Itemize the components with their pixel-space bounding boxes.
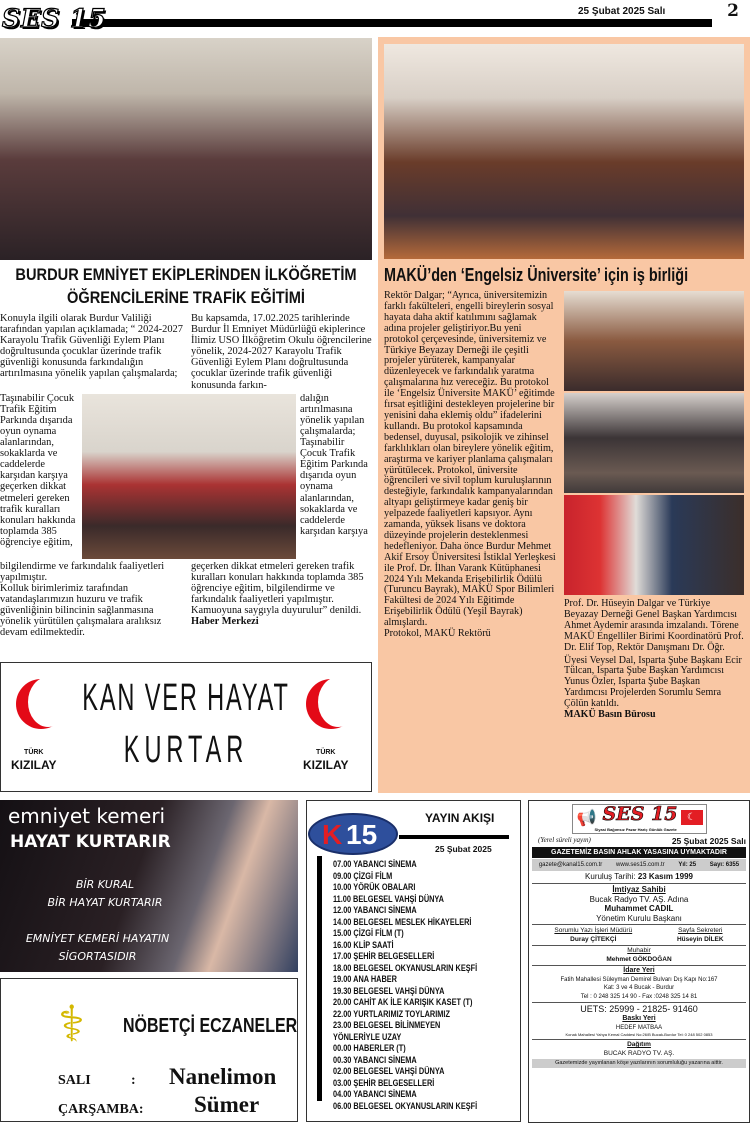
left-col1-side: Taşınabilir Çocuk Trafik Eğitim Parkında dışarıda oyun oynama alanlarından, sokaklarda ve caddelerde karşıdan karşıya geçerken dikkat etmeleri gereken trafik kuralları konuları hakkında toplamda 385 öğrenciye eğitim, [0,392,76,548]
reporter-name: Mehmet GÖKDOĞAN [606,955,672,963]
left-col1-bottom [0,561,187,639]
issue-number: Sayı: 6355 [709,862,740,868]
pharmacy-title: NÖBETÇİ ECZANELER [123,1015,298,1037]
masthead-footer: Gazetemizde yayınlanan köşe yazılarının sorumluluğu yazarına aittir. [532,1059,746,1068]
schedule-item: 14.00 BELGESEL MESLEK HİKAYELERİ [333,916,472,927]
schedule-item: 18.00 BELGESEL OKYANUSLARIN KEŞFİ [333,962,478,973]
schedule-item: 17.00 ŞEHİR BELGESELLERİ [333,951,435,961]
imtiyaz-title: Yönetim Kurulu Başkanı [596,913,682,923]
right-photo-column [564,291,744,721]
k15-logo-15: 15 [346,819,378,850]
schedule-item: 09.00 ÇİZGİ FİLM [333,870,393,881]
seatbelt-line-5: EMNİYET KEMERİ HAYATIN [25,932,170,945]
schedule-item: 22.00 YURTLARIMIZ TOYLARIMIZ [333,1008,450,1019]
schedule-date: 25 Şubat 2025 [435,844,492,854]
schedule-side-bar [317,856,322,1101]
schedule-item: 19.00 ANA HABER [333,974,397,984]
kizilay-crescent-icon [16,679,66,729]
print-label: Baskı Yeri [622,1015,656,1022]
masthead-logo-text: SES 15 [602,803,678,825]
distributor: BUCAK RADYO TV. AŞ. [603,1049,675,1057]
kizilay-logo-left: TÜRK KIZILAY [11,749,57,772]
left-col2-side: dalığın artırılmasına yönelik yapılan çalışmalarda; Taşınabilir Çocuk Trafik Eğitim Parkında dışarıda oyun oynama alanlarından, sokaklarda ve caddelerde karşıdan karşıya [300,392,368,537]
col1-para-2: Kolluk birimlerimiz tarafından vatandaşlarımızın huzuru ve trafik güvenliğinin bilincinin sağlanmasına yönelik yürütülen çalışmalara aralıksız devam edilmektedir. [0,582,162,639]
imtiyaz-line: Bucak Radyo TV. AŞ. Adına [589,894,689,904]
masthead [528,800,750,1123]
office-phone: Tel : 0 248 325 14 90 - Fax :0248 325 14 81 [580,993,698,1000]
left-byline: Haber Merkezi [191,616,259,628]
col2-bottom-text: geçerken dikkat etmeleri gereken trafik kuralları konuları hakkında toplamda 385 öğrenciye eğitim, bilgilendirme ve farkındalık faaliyetleri yapılmıştır. Kamuoyuna saygıyla duyurulur” denildi. [191,560,364,617]
left-headline [0,263,372,309]
turkish-flag-icon: ☾ [681,810,703,825]
blood-ad-line-2: KURTAR [123,729,249,771]
masthead-slogan: Siyasi Bağımsız Pazar Hariç Günlük Gazete [594,827,677,832]
office-label: İdare Yeri [623,967,655,974]
k15-logo-k: K [322,819,343,850]
schedule-item: 06.00 BELGESEL OKYANUSLARIN KEŞFİ [333,1100,478,1111]
seatbelt-line-2: HAYAT KURTARIR [10,832,171,852]
schedule-list [333,859,477,1112]
blood-ad-line-1: KAN VER HAYAT [82,677,290,719]
pharmacy-name-carsamba: Sümer [194,1092,260,1117]
schedule-item: 02.00 BELGESEL VAHŞİ DÜNYA [333,1066,445,1076]
day-label-sali: SALI [58,1073,91,1088]
office-address-2: Kat: 3 ve 4 Bucak - Burdur [603,985,675,991]
newspaper-logo: SES 15 [2,4,107,33]
kizilay-crescent-icon [306,679,356,729]
year-number: Yıl: 25 [678,862,697,868]
day-label-carsamba: ÇARŞAMBA: [58,1102,144,1117]
megaphone-icon: 📢 [576,810,597,827]
yerel-label: (Yerel süreli yayın) [538,836,591,844]
schedule-item: 11.00 BELGESEL VAHŞİ DÜNYA [333,893,444,904]
caption-col2-text: Üyesi Veysel Dal, Isparta Şube Başkanı Ecir Tülcan, Isparta Şube Başkan Yardımcısı Yunus Özler, Isparta Şube Başkan Yardımcısı Projelerden Sorumlu Semra Çölün katıldı. [564,654,742,710]
headline-line-1: BURDUR EMNİYET EKİPLERİNDEN İLKÖĞRETİM [15,265,357,284]
pharmacy-bowl-icon: ⚕ [57,995,86,1053]
traffic-training-photo [82,394,296,559]
schedule-rule [399,835,509,839]
issue-date: 25 Şubat 2025 Salı [578,6,666,17]
page-secretary-name: Hüseyin DİLEK [676,936,724,943]
editor-label: Sorumlu Yazı İşleri Müdürü [554,927,633,934]
header-rule [72,19,712,27]
editor-name: Duray ÇİTEKÇİ [570,936,617,943]
pharmacy-box [0,978,298,1122]
pharmacy-name-sali: Nanelimon [169,1064,277,1089]
classroom-photo [0,38,372,260]
schedule-item: 00.30 YABANCI SİNEMA [333,1054,417,1065]
caption-col-1: Prof. Dr. Hüseyin Dalgar ve Türkiye Beyazay Derneği Genel Başkan Yardımcısı Ahmet Aydemir arasında imzalandı. Törene MAKÜ Engelliler Birimi Koordinatörü Prof. Dr. Elif Top, Rektör Danışmanı Dr. Öğr. [564,598,744,653]
meeting-table-photo [564,291,744,391]
printer-address: Konak Mahallesi Yahya Kemal Caddesi No:26/B Bucak-Burdur Tel: 0 248 502 0853 [565,1032,713,1037]
schedule-item: 04.00 YABANCI SİNEMA [333,1089,417,1099]
schedule-title: YAYIN AKIŞI [425,811,495,825]
right-byline: MAKÜ Basın Bürosu [564,709,656,721]
schedule-item: 19.30 BELGESEL VAHŞİ DÜNYA [333,985,445,996]
reporter-label: Muhabir [627,947,651,954]
schedule-item: 00.00 HABERLER (T) [333,1043,406,1053]
page-secretary-label: Sayfa Sekreteri [678,927,723,934]
col1-bottom-text: bilgilendirme ve farkındalık faaliyetleri yapılmıştır. [0,560,165,583]
masthead-logo [572,804,707,834]
headline-line-2: ÖĞRENCİLERİNE TRAFİK EĞİTİMİ [67,288,305,307]
kurulus-label: Kuruluş Tarihi: [585,872,636,881]
imtiyaz-name: Muhammet CADIL [604,904,674,913]
right-article-columns [384,291,744,721]
schedule-item: 10.00 YÖRÜK OBALARI [333,882,416,892]
left-col2-bottom [191,561,372,639]
seatbelt-line-3: BİR KURAL [75,878,135,891]
k15-logo [308,813,398,855]
imtiyaz-label: İmtiyaz Sahibi [612,885,666,894]
right-article [378,37,750,793]
colon: : [131,1073,136,1088]
kizilay-logo-right: TÜRK KIZILAY [303,749,349,772]
left-article-body [0,313,372,638]
signing-photo [564,495,744,595]
distribution-label: Dağıtım [627,1041,651,1048]
schedule-item: 03.00 ŞEHİR BELGESELLERİ [333,1077,435,1088]
office-address-1: Fatih Mahallesi Süleyman Demirel Bulvarı Dış Kapı No:167 [560,976,718,983]
kurulus-date: 23 Kasım 1999 [637,872,693,881]
schedule-item: 07.00 YABANCI SİNEMA [333,859,417,869]
email[interactable]: gazete@kanal15.com.tr [538,862,603,868]
left-col1-top: Konuyla ilgili olarak Burdur Valiliği tarafından yapılan açıklamada; “ 2024-2027 Karayolu Trafik Güvenliği Eylem Planı doğrultusunda çocuklar üzerinde trafik güvenliği konusunda farkındalığın artırılmasına yönelik yapılan çalışmalarda; [0,313,183,380]
schedule-item: 12.00 YABANCI SİNEMA [333,905,417,915]
caption-col-2 [564,656,744,721]
page-number: 2 [716,1,750,25]
website[interactable]: www.ses15.com.tr [616,862,665,868]
ethics-banner: GAZETEMİZ BASIN AHLAK YASASINA UYMAKTADIR [532,847,746,858]
schedule-item: YÖNLERİYLE UZAY [333,1031,402,1042]
seatbelt-line-1: emniyet kemeri [8,804,166,828]
right-headline-wrap [384,262,744,289]
schedule-item: 20.00 CAHİT AK İLE KARIŞIK KASET (T) [333,997,473,1007]
left-col2-top: Bu kapsamda, 17.02.2025 tarihlerinde Burdur İl Emniyet Müdürlüğü ekiplerince İlimiz USO İlköğretim Okulu öğrencilerine yönelik, 2024-2027 Karayolu Trafik Güvenliği Eylem Planı doğrultusunda çocuklar üzerinde trafik güvenliği konusunda farkın- [191,313,372,391]
schedule-item: 16.00 KLİP SAATİ [333,939,394,950]
right-body-text: Rektör Dalgar; “Ayrıca, üniversitemizin farklı fakülteleri, engelli bireylerin sosyal hayata daha aktif katılımını sağlamak adına projeler geliştiriyor.Bu yeni protokol çerçevesinde, üniversitemiz ve Türkiye Beyazay Derneği ile çeşitli projeler yürüterek, kampanyalar düzenleyecek ve farkındalık yaratma çalışmalarına hız vereceğiz. Bu protokol ile ‘Engelsiz Üniversite MAKÜ’ eğitimde fırsat eşitliğini destekleyen projelerine bir yenisini daha eklemiş oldu” ifadelerini kullandı. Bu protokol kapsamında bedensel, duyusal, psikolojik ve zihinsel farklılıkları olan bireylere yönelik eğitim, araştırma ve kariyer planlama çalışmaları yürütülecek. Protokol, üniversite öğrencileri ve sivil toplum kuruluşlarının desteğiyle, farkındalık kampanyalarından altyapı geliştirmeye kadar geniş bir yelpazede faaliyetleri kapsıyor. Aynı zamanda, yüksek lisans ve doktora düzeyinde projelerin desteklenmesi hedefleniyor. Daha önce Burdur Mehmet Akif Ersoy Üniversitesi İstiklal Yerleşkesi ile Prof. Dr. İlhan Varank Kütüphanesi 2024 Yılı Mekanda Erişebilirlik Ödülü (Turuncu Bayrak), MAKÜ Spor Bilimleri Fakültesi de 2024 Yılı Eğitimde Erişebilirlik Ödülü (Yeşil Bayrak) almışlardı. [384,290,556,629]
right-headline: MAKÜ’den ‘Engelsiz Üniversite’ için iş birliği [384,265,689,285]
schedule-item: 23.00 BELGESEL BİLİNMEYEN [333,1020,441,1030]
seatbelt-line-6: SİGORTASIDIR [58,950,137,963]
meeting-photo [384,44,744,259]
uets-number: UETS: 25999 - 21825- 91460 [580,1004,698,1014]
group-photo [564,393,744,493]
schedule-item: 15.00 ÇİZGİ FİLM (T) [333,928,404,938]
right-article-body [384,291,558,721]
seatbelt-line-4: BİR HAYAT KURTARIR [47,896,163,909]
masthead-date: 25 Şubat 2025 Salı [671,836,746,846]
left-column [0,38,372,792]
right-body-end: Protokol, MAKÜ Rektörü [384,628,491,640]
tv-schedule [306,800,521,1122]
printer-name: HEDEF MATBAA [615,1024,663,1031]
seatbelt-ad [0,800,298,972]
blood-donation-ad [0,662,372,792]
